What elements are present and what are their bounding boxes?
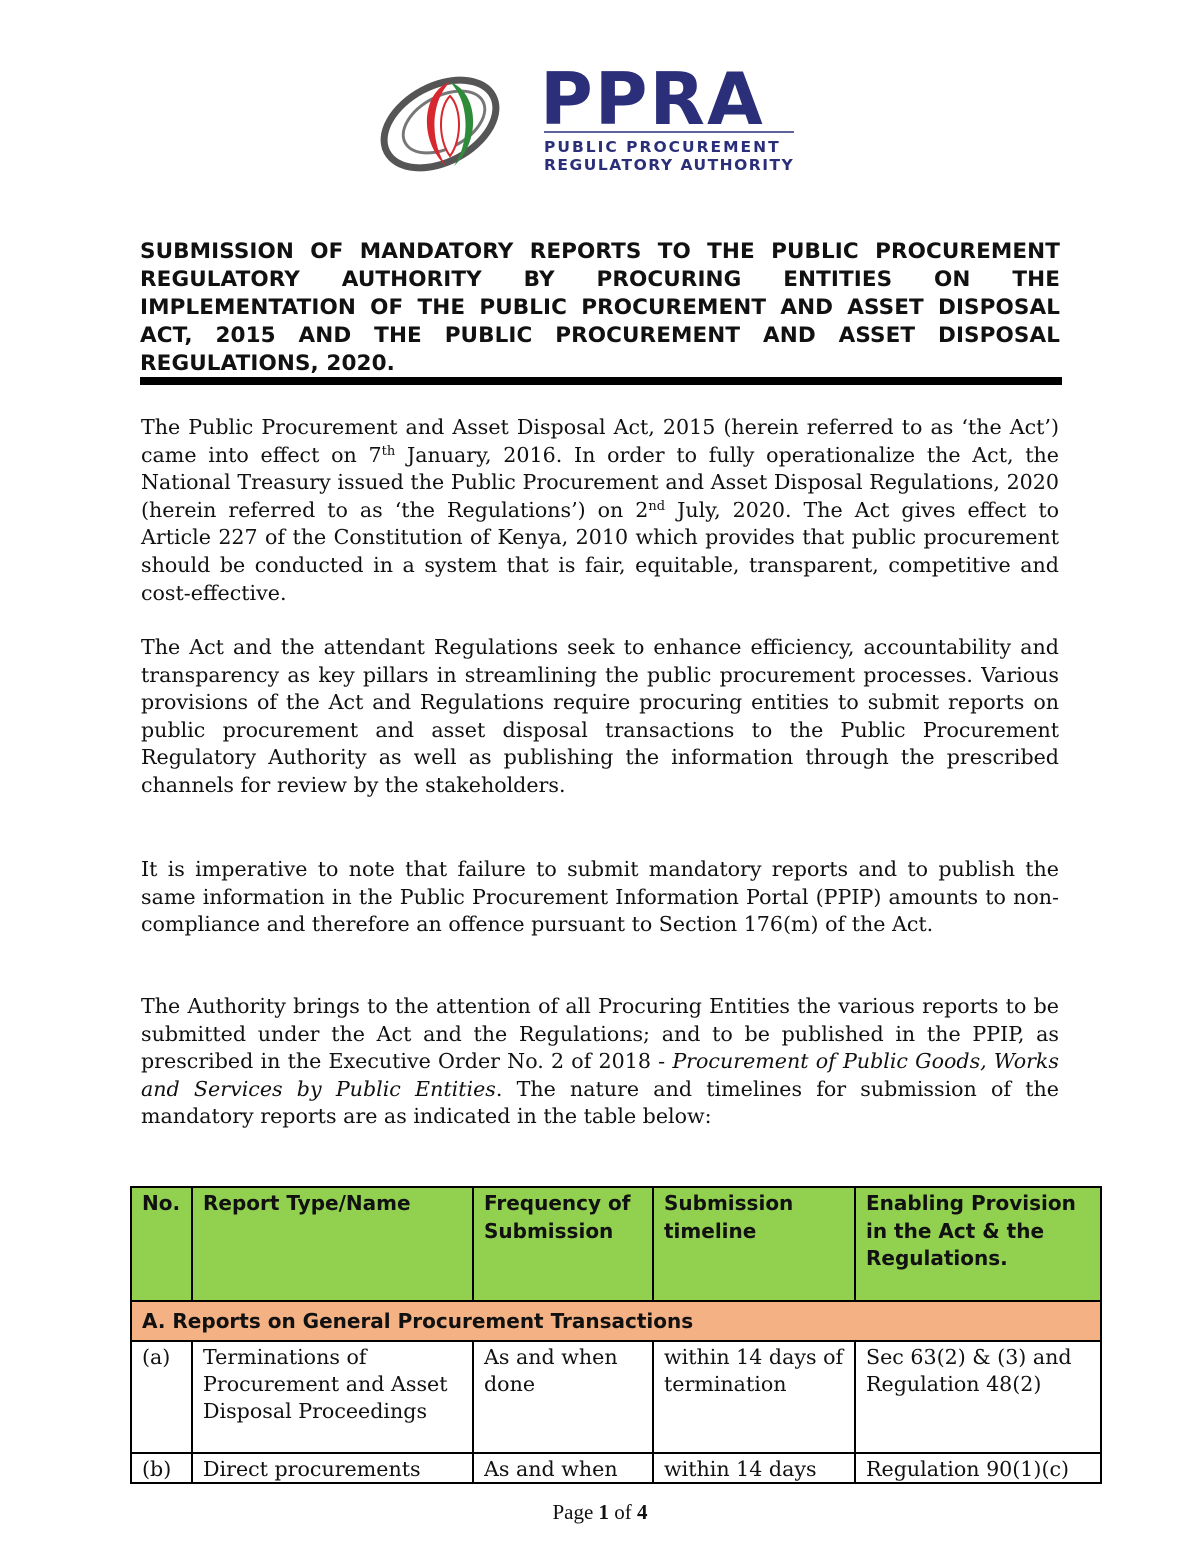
table-row [131, 1453, 1101, 1483]
paragraph-regulations-purpose: The Act and the attendant Regulations seek to enhance efficiency, accountability and transparency as key pillars in streamlining the public procurement processes. Various provisions of the Act and Regulations require procuring entities to submit reports on public procurement and asset disposal transactions to the Public Procurement Regulatory Authority as well as publishing the information through the prescribed channels for review by the stakeholders. [141, 635, 1059, 797]
p1-text-b: January, 2016. In order to fully operationalize the Act, the National Treasury issued the Public Procurement and Asset Disposal Regulations, 2020 (herein referred to as ‘the Regulations’) on 2 [141, 442, 1059, 522]
row-b-report [192, 1453, 473, 1483]
logo-line1: PUBLIC PROCUREMENT [544, 138, 781, 156]
title-rule [140, 377, 1062, 385]
row-b-frequency [473, 1453, 653, 1483]
logo-line2: REGULATORY AUTHORITY [544, 156, 795, 174]
row-a-report: Terminations of Procurement and Asset Disposal Proceedings [192, 1341, 473, 1453]
footer-current-page: 1 [598, 1500, 610, 1524]
row-b-timeline [653, 1453, 855, 1483]
p4-text-a: The Authority brings to the attention of all Procuring Entities the various reports to be submitted under the Act and the Regulations; and to be published in the PPIP, as prescribed in the Executive Order No. 2 of 2018 - [141, 994, 1059, 1074]
row-a-frequency: As and when done [473, 1341, 653, 1453]
p1-text-c: July, 2020. The Act gives effect to Article 227 of the Constitution of Kenya, 2010 which provides that public procurement should be conducted in a system that is fair, equitable, transparent, competitive and cost-effective. [141, 497, 1059, 605]
row-b-timeline-text: within 14 days [664, 1457, 817, 1481]
p1-sup-1: th [381, 443, 396, 459]
row-a-timeline: within 14 days of termination [653, 1341, 855, 1453]
header-frequency: Frequency of Submission [473, 1187, 653, 1301]
mandatory-reports-table [130, 1186, 1102, 1484]
footer-total-pages: 4 [637, 1500, 648, 1524]
section-a-heading: A. Reports on General Procurement Transactions [131, 1301, 1101, 1341]
table-row [131, 1341, 1101, 1453]
row-b-no [131, 1453, 192, 1483]
p4-text-b: . The nature and timelines for submission of the mandatory reports are as indicated in the table below: [141, 1076, 1059, 1129]
header-provision: Enabling Provision in the Act & the Regulations. [855, 1187, 1101, 1301]
footer-page-word: Page [552, 1500, 594, 1524]
footer-of-word: of [614, 1500, 632, 1524]
row-a-provision: Sec 63(2) & (3) and Regulation 48(2) [855, 1341, 1101, 1453]
header-timeline: Submission timeline [653, 1187, 855, 1301]
row-b-frequency-text: As and when [484, 1457, 618, 1481]
p1-sup-2: nd [648, 498, 666, 514]
row-b-report-text: Direct procurements [203, 1457, 421, 1481]
row-b-provision-text: Regulation 90(1)(c) [866, 1457, 1070, 1481]
paragraph-authority-notice [141, 993, 1059, 1131]
logo-acronym: PPRA [540, 62, 765, 141]
p4-italic-order-title: Procurement of Public Goods, Works and Services by Public Entities [141, 1049, 1059, 1101]
header-no: No. [131, 1187, 192, 1301]
header-report-type: Report Type/Name [192, 1187, 473, 1301]
ppra-logo [378, 62, 798, 184]
document-title: SUBMISSION OF MANDATORY REPORTS TO THE PUBLIC PROCUREMENT REGULATORY AUTHORITY BY PROCURING ENTITIES ON THE IMPLEMENTATION OF THE PUBLIC PROCUREMENT AND ASSET DISPOSAL ACT, 2015 AND THE PUBLIC PROCUREMENT AND ASSET DISPOSAL REGULATIONS, 2020. [140, 239, 1060, 376]
table-header-row [131, 1187, 1101, 1301]
paragraph-non-compliance: It is imperative to note that failure to submit mandatory reports and to publish the same information in the Public Procurement Information Portal (PPIP) amounts to non-compliance and therefore an offence pursuant to Section 176(m) of the Act. [141, 857, 1059, 937]
logo-shield-core [441, 96, 459, 156]
row-a-no: (a) [131, 1341, 192, 1453]
paragraph-act-intro [141, 414, 1059, 607]
row-b-provision [855, 1453, 1101, 1483]
section-a-row [131, 1301, 1101, 1341]
p1-text-a: The Public Procurement and Asset Disposal Act, 2015 (herein referred to as ‘the Act’) came into effect on 7 [141, 415, 1059, 467]
row-b-no-text: (b) [142, 1457, 172, 1481]
page-footer [0, 1500, 1200, 1525]
